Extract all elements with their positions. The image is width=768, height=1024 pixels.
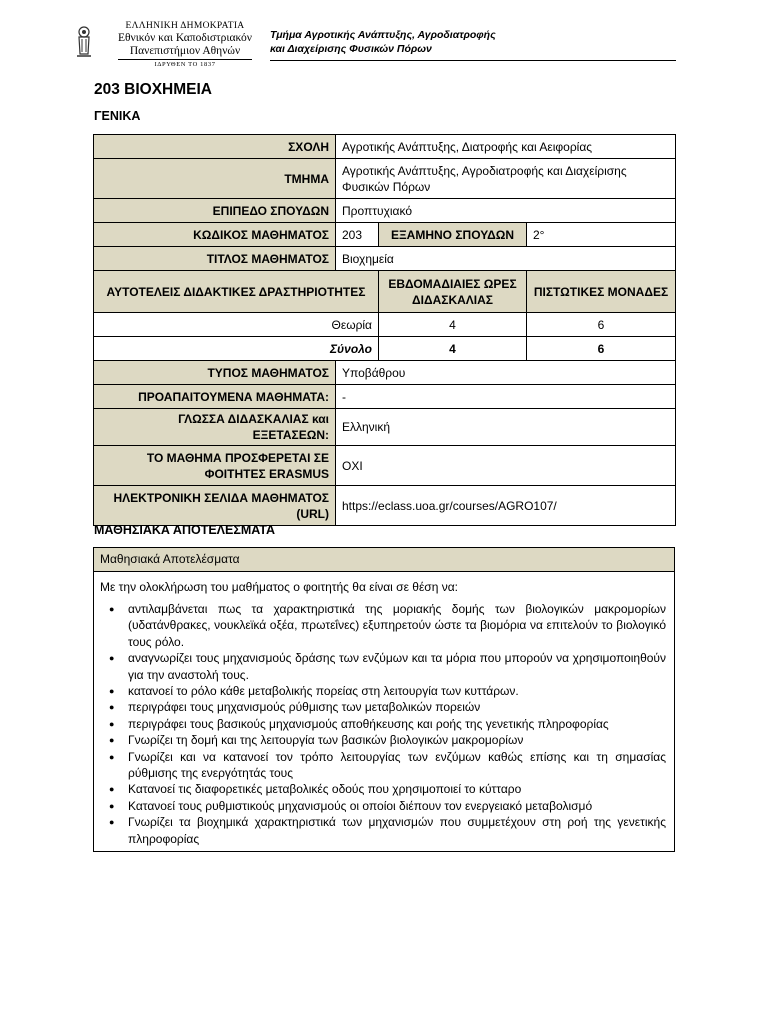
page-title: 203 ΒΙΟΧΗΜΕΙΑ — [94, 81, 213, 98]
learning-outcomes-list — [100, 601, 666, 847]
table-row — [94, 409, 676, 446]
table-row — [94, 313, 676, 337]
list-item: ● Γνωρίζει και να κατανοεί τον τρόπο λειτουργίας των ενζύμων καθώς επίσης και τη σημασίας ρύθμισης της ενεργότητάς τους — [100, 749, 666, 782]
table-row — [94, 247, 676, 271]
level-value: Προπτυχιακό — [336, 199, 676, 223]
code-value: 203 — [336, 223, 379, 247]
erasmus-value: ΟΧΙ — [336, 446, 676, 486]
table-row — [94, 159, 676, 199]
school-value: Αγροτικής Ανάπτυξης, Διατροφής και Αειφορίας — [336, 135, 676, 159]
header-divider — [270, 60, 676, 61]
title-value: Βιοχημεία — [336, 247, 676, 271]
department-header — [270, 28, 496, 56]
learning-outcomes-body — [94, 572, 674, 851]
list-item: ● Γνωρίζει τη δομή και της λειτουργία των βασικών βιολογικών μακρομορίων — [100, 732, 666, 748]
language-label: ΓΛΩΣΣΑ ΔΙΔΑΣΚΑΛΙΑΣ και ΕΞΕΤΑΣΕΩΝ: — [94, 409, 336, 446]
table-row — [94, 361, 676, 385]
course-info-table — [93, 134, 676, 526]
theory-label: Θεωρία — [94, 313, 379, 337]
list-item: ● Κατανοεί τους ρυθμιστικούς μηχανισμούς οι οποίοι διέπουν τον ενεργειακό μεταβολισμό — [100, 798, 666, 814]
list-item: ● περιγράφει τους βασικούς μηχανισμούς αποθήκευσης και ροής της γενετικής πληροφορίας — [100, 716, 666, 732]
course-url-link[interactable]: https://eclass.uoa.gr/courses/AGRO107/ — [336, 486, 676, 526]
total-hours: 4 — [379, 337, 527, 361]
university-logo-text — [100, 20, 270, 70]
type-label: ΤΥΠΟΣ ΜΑΘΗΜΑΤΟΣ — [94, 361, 336, 385]
credits-label: ΠΙΣΤΩΤΙΚΕΣ ΜΟΝΑΔΕΣ — [527, 271, 676, 313]
title-label: ΤΙΤΛΟΣ ΜΑΘΗΜΑΤΟΣ — [94, 247, 336, 271]
semester-label: ΕΞΑΜΗΝΟ ΣΠΟΥΔΩΝ — [379, 223, 527, 247]
table-row — [94, 337, 676, 361]
learning-outcomes-box — [93, 547, 675, 852]
logo-line-1: ΕΛΛΗΝΙΚΗ ΔΗΜΟΚΡΑΤΙΑ — [125, 21, 245, 31]
learning-outcomes-section-title: ΜΑΘΗΣΙΑΚΑ ΑΠΟΤΕΛΕΣΜΑΤΑ — [94, 523, 275, 537]
list-item: ● Γνωρίζει τα βιοχημικά χαρακτηριστικά των μηχανισμών που συμμετέχουν στη ροή της γενετικής πληροφορίας — [100, 814, 666, 847]
general-section-title: ΓΕΝΙΚΑ — [94, 109, 141, 123]
logo-line-2: Εθνικόν και Καποδιστριακόν — [117, 32, 253, 44]
list-item: ● περιγράφει τους μηχανισμούς ρύθμισης των μεταβολικών πορειών — [100, 699, 666, 715]
theory-hours: 4 — [379, 313, 527, 337]
table-row — [94, 271, 676, 313]
type-value: Υποβάθρου — [336, 361, 676, 385]
table-row — [94, 199, 676, 223]
list-item: ● Κατανοεί τις διαφορετικές μεταβολικές οδούς που χρησιμοποιεί το κύτταρο — [100, 781, 666, 797]
semester-value: 2° — [527, 223, 676, 247]
page-header — [74, 20, 676, 70]
learning-outcomes-intro: Με την ολοκλήρωση του μαθήματος ο φοιτητής θα είναι σε θέση να: — [100, 580, 458, 594]
activities-label: ΑΥΤΟΤΕΛΕΙΣ ΔΙΔΑΚΤΙΚΕΣ ΔΡΑΣΤΗΡΙΟΤΗΤΕΣ — [94, 271, 379, 313]
list-item: ● αντιλαμβάνεται πως τα χαρακτηριστικά της μοριακής δομής των βιολογικών μακρομορίων (υδατάνθρακες, νουκλεϊκά οξέα, πρωτεΐνες) εξυπηρετούν ώστε τα βιομόρια να επιτελούν το βιολογικό τους ρόλο. — [100, 601, 666, 650]
department-value: Αγροτικής Ανάπτυξης, Αγροδιατροφής και Διαχείρισης Φυσικών Πόρων — [336, 159, 676, 199]
department-label: ΤΜΗΜΑ — [94, 159, 336, 199]
weekly-hours-label: ΕΒΔΟΜΑΔΙΑΙΕΣ ΩΡΕΣ ΔΙΔΑΣΚΑΛΙΑΣ — [379, 271, 527, 313]
prerequisites-label: ΠΡΟΑΠΑΙΤΟΥΜΕΝΑ ΜΑΘΗΜΑΤΑ: — [94, 385, 336, 409]
code-label: ΚΩΔΙΚΟΣ ΜΑΘΗΜΑΤΟΣ — [94, 223, 336, 247]
erasmus-label: ΤΟ ΜΑΘΗΜΑ ΠΡΟΣΦΕΡΕΤΑΙ ΣΕ ΦΟΙΤΗΤΕΣ ERASMUS — [94, 446, 336, 486]
table-row — [94, 223, 676, 247]
department-header-line-1: Τμήμα Αγροτικής Ανάπτυξης, Αγροδιατροφής — [270, 29, 496, 41]
university-emblem-icon — [74, 26, 94, 58]
list-item: ● αναγνωρίζει τους μηχανισμούς δράσης των ενζύμων και τα μόρια που μπορούν να χρησιμοποιηθούν για την αναστολή τους. — [100, 650, 666, 683]
department-header-line-2: και Διαχείρισης Φυσικών Πόρων — [270, 43, 432, 55]
table-row — [94, 486, 676, 526]
total-label: Σύνολο — [94, 337, 379, 361]
learning-outcomes-header: Μαθησιακά Αποτελέσματα — [94, 548, 674, 572]
logo-line-3: Πανεπιστήμιον Αθηνών — [129, 45, 241, 57]
table-row — [94, 385, 676, 409]
table-row — [94, 135, 676, 159]
language-value: Ελληνική — [336, 409, 676, 446]
school-label: ΣΧΟΛΗ — [94, 135, 336, 159]
prerequisites-value: - — [336, 385, 676, 409]
theory-credits: 6 — [527, 313, 676, 337]
total-credits: 6 — [527, 337, 676, 361]
url-label: ΗΛΕΚΤΡΟΝΙΚΗ ΣΕΛΙΔΑ ΜΑΘΗΜΑΤΟΣ (URL) — [94, 486, 336, 526]
logo-line-4: ΙΔΡΥΘΕΝ ΤΟ 1837 — [118, 59, 252, 70]
table-row — [94, 446, 676, 486]
level-label: ΕΠΙΠΕΔΟ ΣΠΟΥΔΩΝ — [94, 199, 336, 223]
list-item: ● κατανοεί το ρόλο κάθε μεταβολικής πορείας στη λειτουργία των κυττάρων. — [100, 683, 666, 699]
